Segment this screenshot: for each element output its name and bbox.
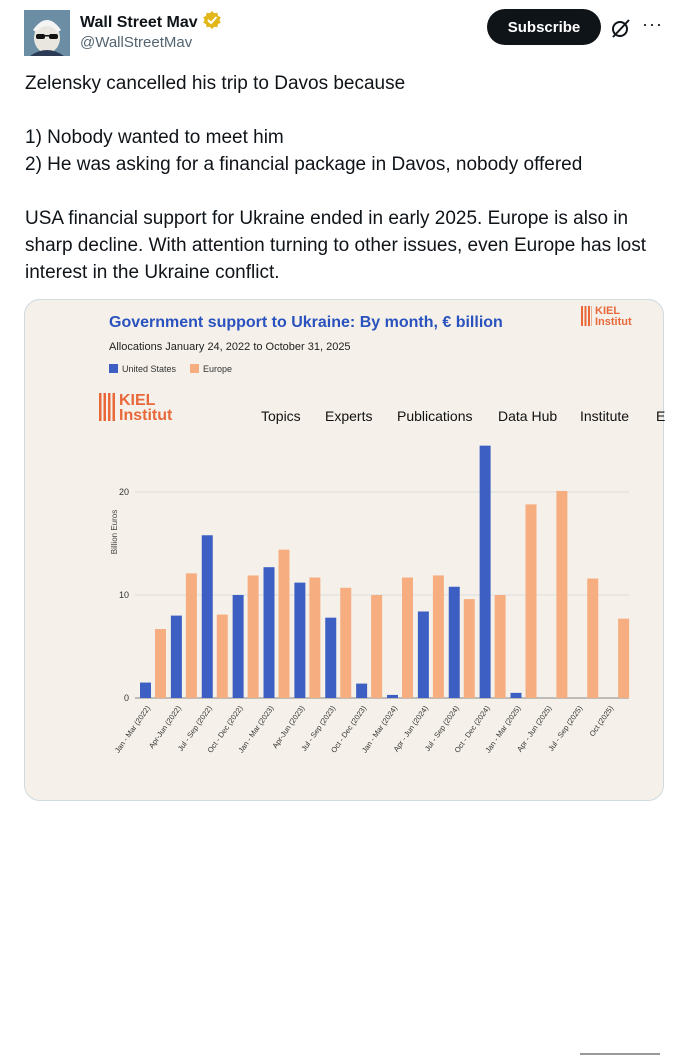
bar-us [449, 587, 460, 698]
subscribe-button[interactable]: Subscribe [487, 9, 601, 45]
nav-data-hub[interactable]: Data Hub [498, 408, 558, 424]
x-tick-label: Jan - Mar (2025) [483, 703, 523, 755]
nav-experts[interactable]: Experts [325, 408, 373, 424]
bar-europe [340, 588, 351, 698]
bar-us [418, 611, 429, 698]
nav-institute[interactable]: Institute [580, 408, 630, 424]
bar-europe [217, 615, 228, 698]
display-name[interactable]: Wall Street Mav [80, 13, 198, 31]
tweet-text [25, 70, 655, 286]
bar-us [233, 595, 244, 698]
verified-badge-icon [202, 10, 222, 35]
tweet-line: 2) He was asking for a financial package in Davos, nobody offered [25, 154, 583, 175]
avatar[interactable] [24, 10, 70, 56]
bar-europe [186, 573, 197, 698]
x-tick-label: Oct (2025) [587, 703, 616, 739]
bar-europe [309, 577, 320, 698]
x-tick-label: Apr - Jun (2024) [391, 703, 430, 754]
x-tick-label: Apr-Jun (2023) [270, 703, 307, 751]
kiel-logo[interactable]: KIEL Institut [99, 393, 172, 423]
y-tick-label: 10 [118, 590, 129, 600]
legend-label-europe: Europe [203, 364, 233, 374]
bar-europe [495, 595, 506, 698]
bar-us [387, 695, 398, 698]
bar-us [294, 583, 305, 698]
bar-europe [433, 575, 444, 698]
bar-europe [587, 579, 598, 698]
x-tick-label: Oct - Dec (2023) [329, 703, 369, 755]
chart-title: Government support to Ukraine: By month, € billion [109, 314, 503, 331]
kiel-logo-small: KIEL Institut [581, 306, 632, 328]
y-tick-label: 20 [118, 487, 129, 497]
bar-us [171, 616, 182, 698]
bar-us [264, 567, 275, 698]
x-tick-label: Jan - Mar (2024) [359, 703, 400, 755]
more-options-button[interactable]: ··· [642, 14, 663, 34]
x-tick-label: Jul - Sep (2022) [175, 703, 214, 753]
bar-europe [248, 575, 259, 698]
nav-topics[interactable]: Topics [261, 408, 301, 424]
tweet-image-card[interactable] [24, 299, 664, 801]
x-tick-label: Jul - Sep (2025) [546, 703, 585, 753]
bar-us [480, 446, 491, 698]
x-tick-label: Jan - Mar (2023) [236, 703, 276, 755]
tweet-line: 1) Nobody wanted to meet him [25, 127, 284, 148]
bar-europe [618, 619, 629, 698]
bar-chart [25, 300, 666, 800]
bar-us [325, 618, 336, 698]
nav-more[interactable]: E [656, 408, 666, 424]
y-axis-label: Billion Euros [110, 509, 119, 555]
x-tick-label: Apr - Jun (2025) [514, 703, 554, 754]
bar-us [202, 535, 213, 698]
x-tick-label: Apr-Jun (2022) [146, 703, 183, 751]
bar-europe [155, 629, 166, 698]
avatar-image [24, 10, 70, 56]
grok-icon[interactable] [610, 17, 632, 44]
bar-europe [402, 577, 413, 698]
bar-us [511, 693, 522, 698]
y-tick-label: 0 [123, 693, 129, 703]
nav-publications[interactable]: Publications [397, 408, 473, 424]
x-tick-label: Jan - Mar (2022) [112, 703, 153, 755]
tweet-line: Zelensky cancelled his trip to Davos because [25, 73, 406, 94]
chart-subtitle: Allocations January 24, 2022 to October 31, 2025 [109, 341, 351, 353]
legend-label-us: United States [122, 364, 177, 374]
tweet-line: USA financial support for Ukraine ended in early 2025. Europe is also in sharp decline. With attention turning to other issues, even Europe has lost interest in the Ukraine conflict. [25, 208, 647, 283]
image-scroll-indicator [580, 1048, 665, 1060]
bar-us [356, 684, 367, 698]
bar-europe [371, 595, 382, 698]
x-tick-label: Oct - Dec (2022) [205, 703, 245, 755]
bar-europe [464, 599, 475, 698]
bar-us [140, 683, 151, 698]
x-tick-label: Jul - Sep (2023) [299, 703, 338, 753]
bar-europe [279, 550, 290, 698]
bar-europe [556, 491, 567, 698]
x-tick-label: Jul - Sep (2024) [422, 703, 461, 753]
bar-europe [526, 504, 537, 698]
user-handle[interactable]: @WallStreetMav [80, 34, 193, 51]
x-tick-label: Oct - Dec (2024) [452, 703, 492, 755]
